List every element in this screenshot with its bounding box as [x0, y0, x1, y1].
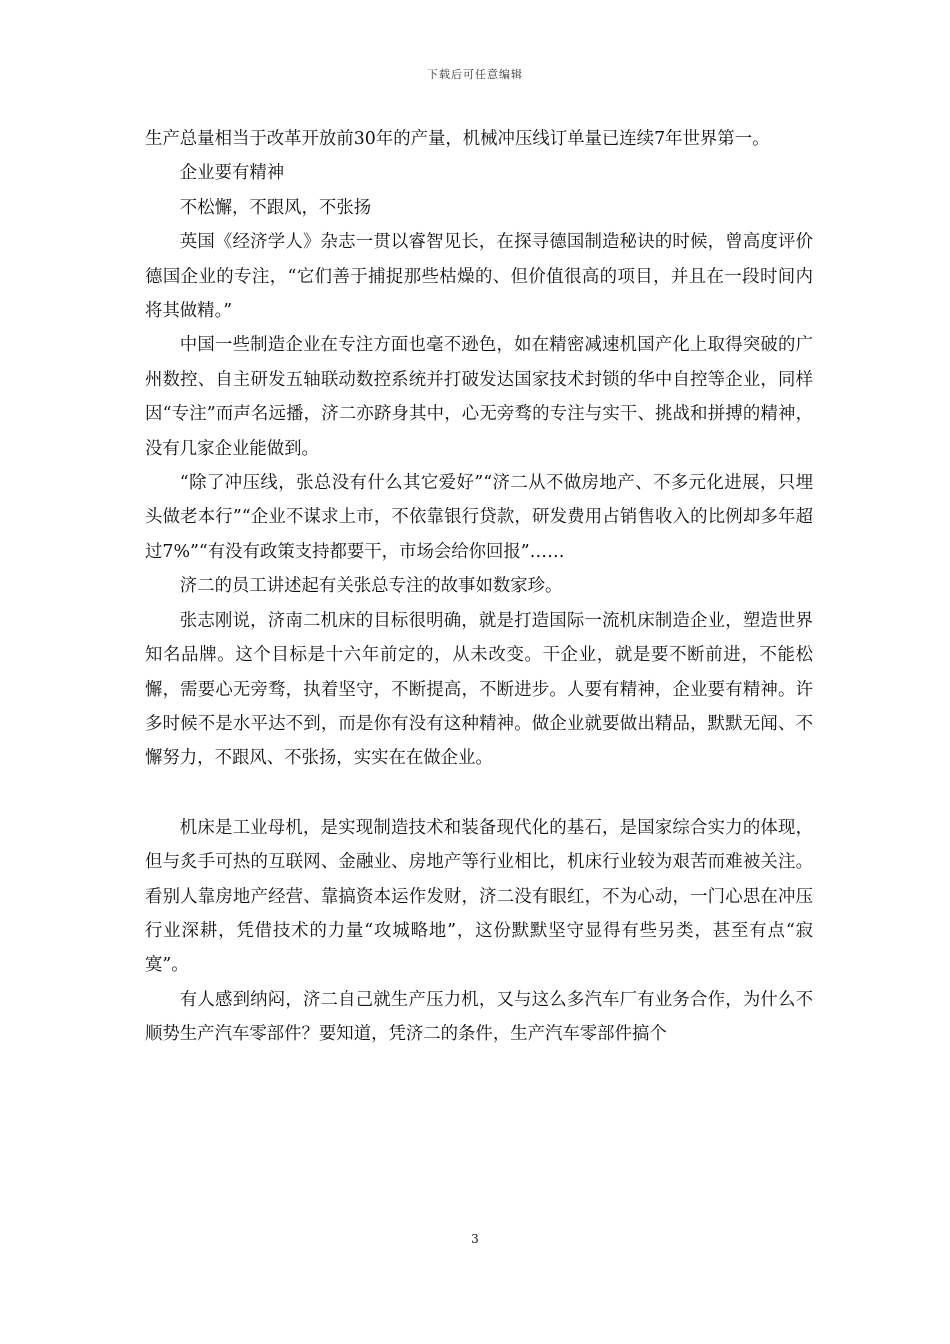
section-heading: 企业要有精神 — [179, 163, 285, 184]
paragraph: 机床是工业母机，是实现制造技术和装备现代化的基石，是国家综合实力的体现，但与炙手可热的互联网、金融业、房地产等行业相比，机床行业较为艰苦而难被关注。看别人靠房地产经营、靠搞资本运作发财，济二没有眼红，不为心动，一门心思在冲压行业深耕，凭借技术的力量“攻城略地”，这份默默坚守显得有些另类，甚至有点“寂寞”。 — [145, 817, 813, 976]
document-body — [145, 122, 813, 1052]
paragraph: “除了冲压线，张总没有什么其它爱好”“济二从不做房地产、不多元化进展，只埋头做老本行”“企业不谋求上市，不依靠银行贷款，研发费用占销售收入的比例却多年超过7%”“有没有政策支持都要干，市场会给你回报”…… — [145, 473, 813, 562]
paragraph-spacer — [145, 776, 813, 811]
paragraph: 济二的员工讲述起有关张总专注的故事如数家珍。 — [179, 576, 563, 597]
paragraph: 英国《经济学人》杂志一贯以睿智见长，在探寻德国制造秘诀的时候，曾高度评价德国企业的专注，“它们善于捕捉那些枯燥的、但价值很高的项目，并且在一段时间内将其做精。” — [145, 232, 813, 322]
paragraph: 中国一些制造企业在专注方面也毫不逊色，如在精密减速机国产化上取得突破的广州数控、自主研发五轴联动数控系统并打破发达国家技术封锁的华中自控等企业，同样因“专注”而声名远播，济二亦跻身其中，心无旁骛的专注与实干、挑战和拼搏的精神，没有几家企业能做到。 — [145, 335, 813, 459]
section-subheading: 不松懈，不跟风，不张扬 — [179, 197, 372, 218]
paragraph: 张志刚说，济南二机床的目标很明确，就是打造国际一流机床制造企业，塑造世界知名品牌。这个目标是十六年前定的，从未改变。干企业，就是要不断前进，不能松懈，需要心无旁骛，执着坚守，不断提高，不断进步。人要有精神，企业要有精神。许多时候不是水平达不到，而是你有没有这种精神。做企业就要做出精品，默默无闻、不懈努力，不跟风、不张扬，实实在在做企业。 — [145, 610, 813, 769]
page-header: 下载后可任意编辑 — [427, 68, 523, 81]
paragraph: 有人感到纳闷，济二自己就生产压力机，又与这么多汽车厂有业务合作，为什么不顺势生产汽车零部件？要知道，凭济二的条件，生产汽车零部件搞个 — [145, 989, 813, 1045]
page-number: 3 — [471, 1232, 479, 1246]
paragraph: 生产总量相当于改革开放前30年的产量，机械冲压线订单量已连续7年世界第一。 — [145, 129, 770, 149]
